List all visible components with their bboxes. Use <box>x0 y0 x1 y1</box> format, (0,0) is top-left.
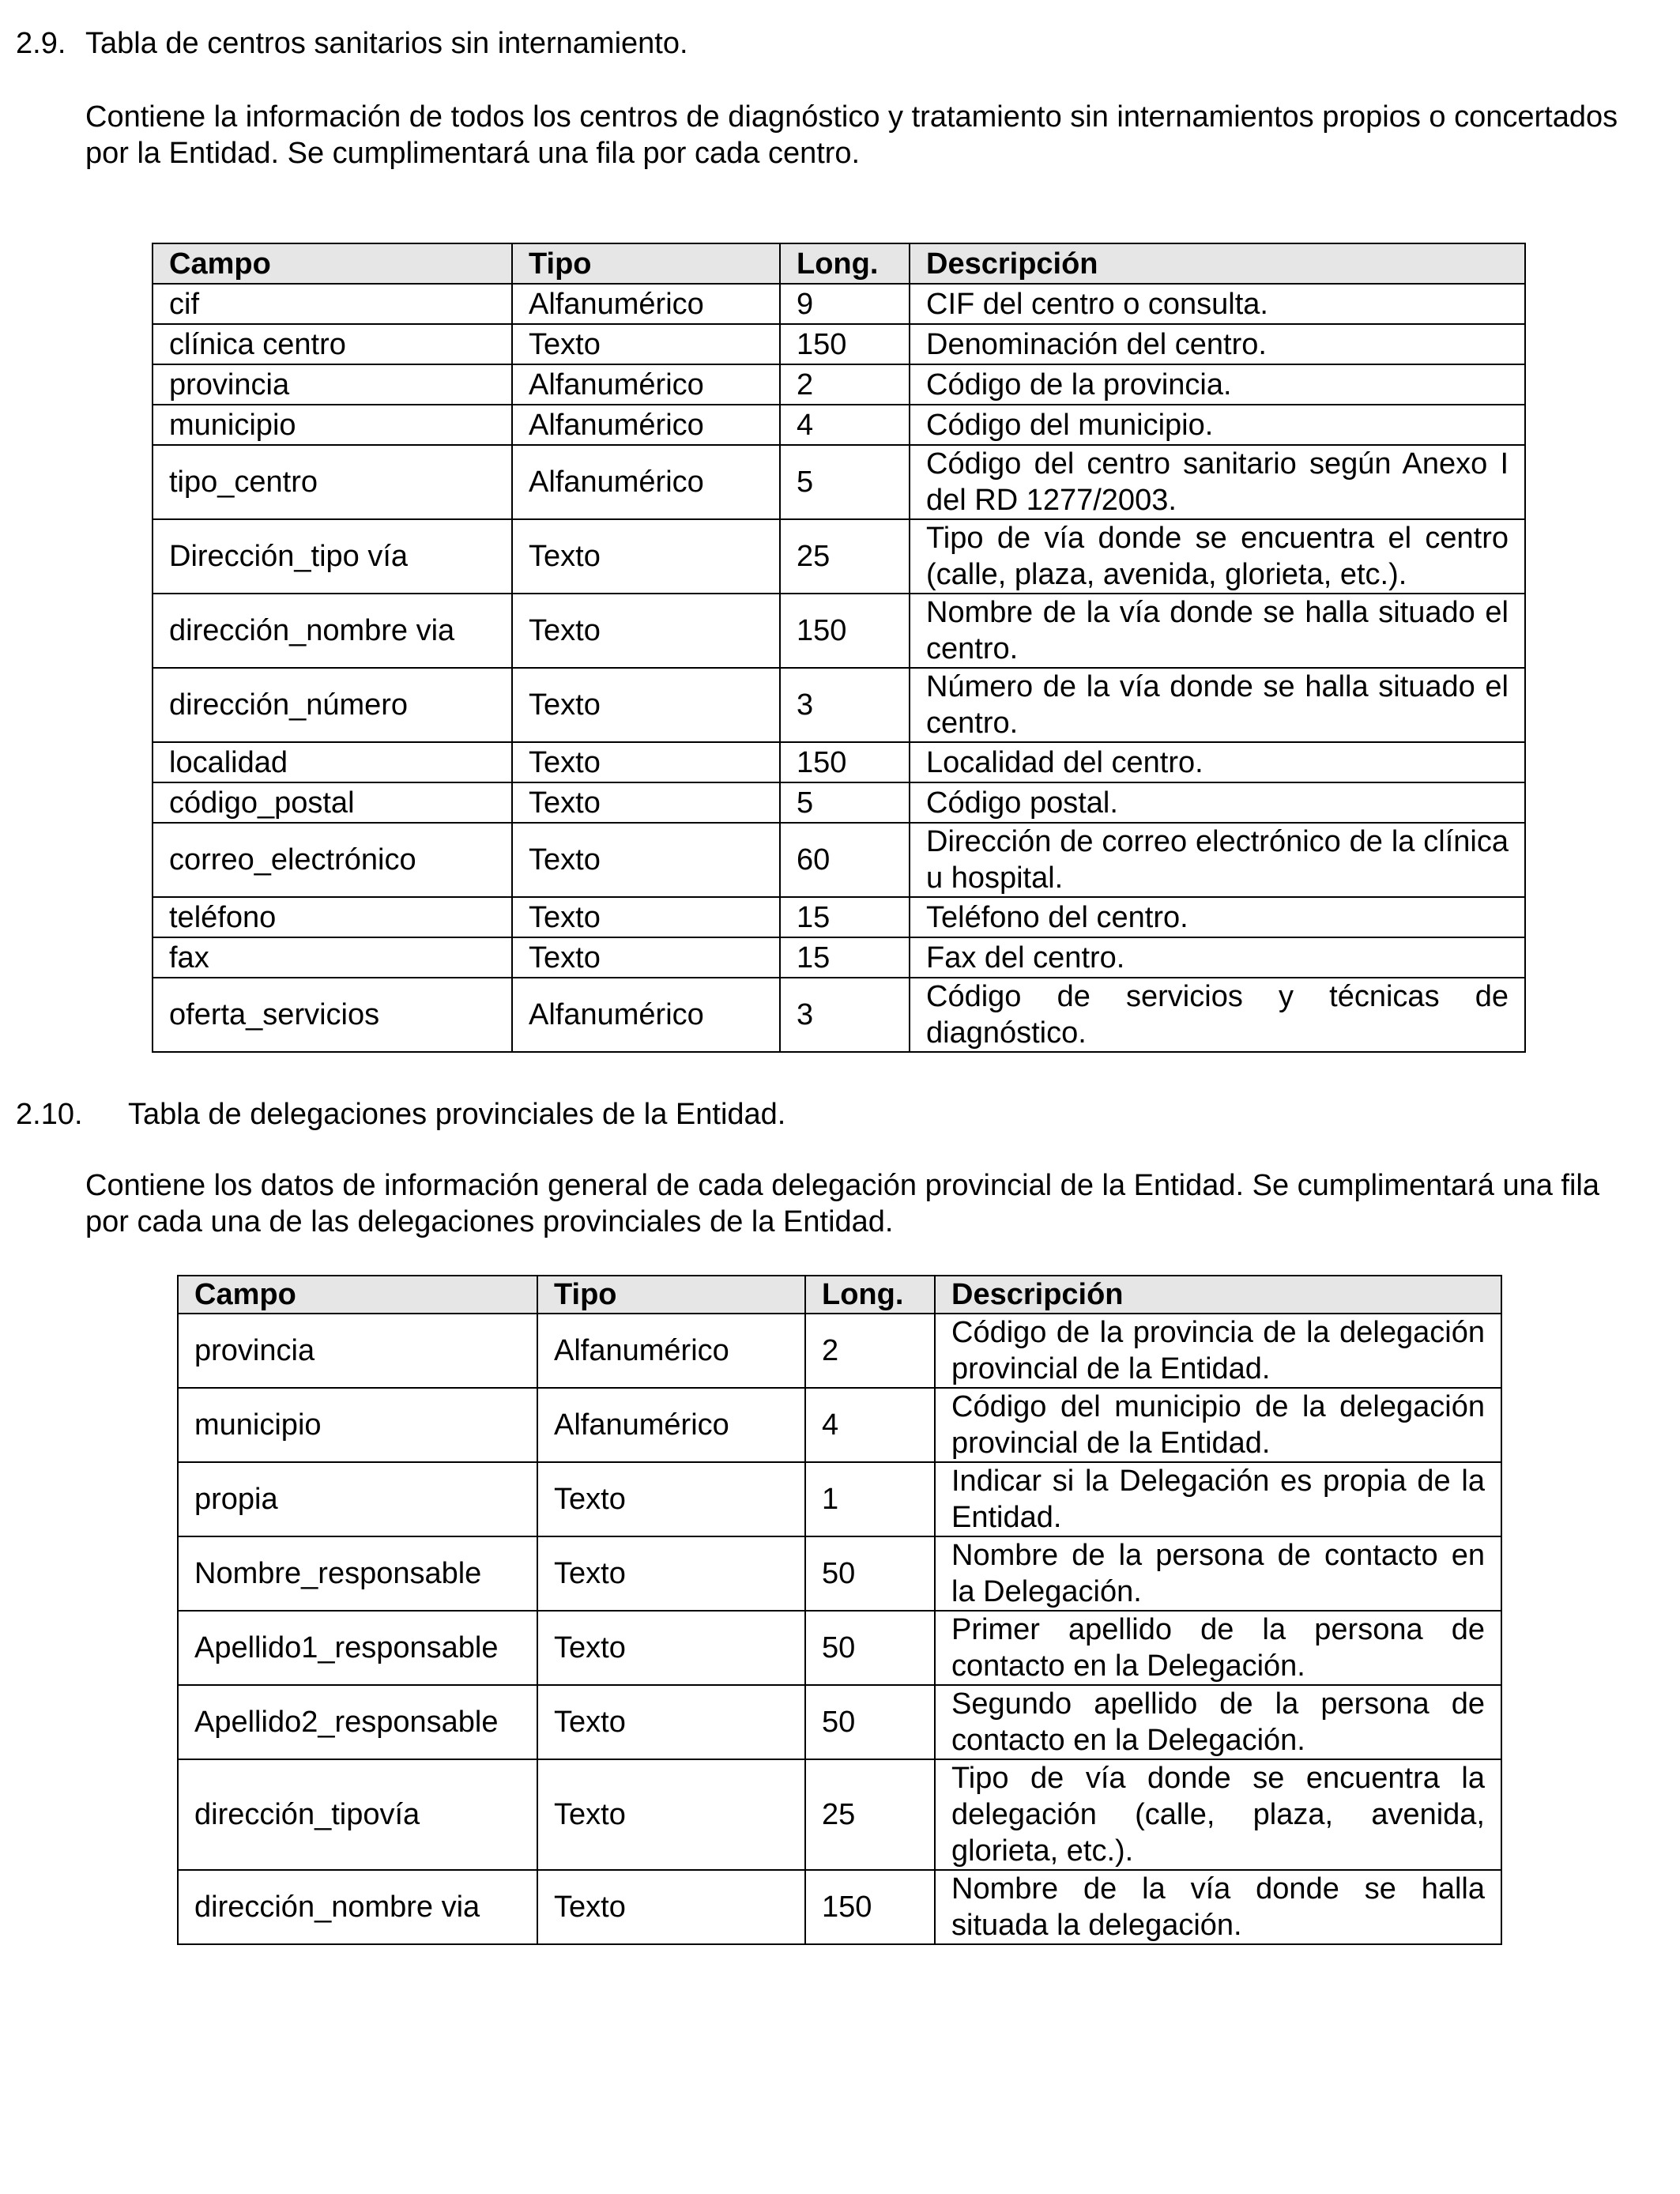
cell-long: 9 <box>780 284 910 324</box>
cell-tipo: Texto <box>512 519 780 594</box>
table-delegaciones-provinciales <box>177 1275 1502 1945</box>
table-row <box>178 1462 1501 1536</box>
cell-descripcion: Número de la vía donde se halla situado el centro. <box>910 668 1525 742</box>
header-tipo: Tipo <box>512 243 780 284</box>
cell-tipo: Texto <box>512 668 780 742</box>
cell-campo: municipio <box>178 1388 537 1462</box>
cell-campo: provincia <box>153 364 512 405</box>
section-description <box>85 1167 1662 1240</box>
cell-campo: dirección_nombre via <box>178 1870 537 1944</box>
cell-descripcion: Código del municipio. <box>910 405 1525 445</box>
cell-long: 4 <box>805 1388 935 1462</box>
table-row <box>153 445 1525 519</box>
cell-campo: dirección_tipovía <box>178 1759 537 1870</box>
table-row <box>153 405 1525 445</box>
cell-descripcion: Dirección de correo electrónico de la clínica u hospital. <box>910 823 1525 897</box>
cell-tipo: Texto <box>512 937 780 978</box>
cell-tipo: Alfanumérico <box>512 978 780 1052</box>
cell-campo: tipo_centro <box>153 445 512 519</box>
cell-long: 2 <box>805 1314 935 1388</box>
table-row <box>153 978 1525 1052</box>
cell-campo: clínica centro <box>153 324 512 364</box>
cell-descripcion: Nombre de la persona de contacto en la Delegación. <box>935 1536 1501 1611</box>
cell-long: 25 <box>780 519 910 594</box>
cell-long: 150 <box>780 324 910 364</box>
cell-descripcion: Código de la provincia. <box>910 364 1525 405</box>
table-row <box>153 519 1525 594</box>
cell-tipo: Texto <box>512 823 780 897</box>
cell-descripcion: Tipo de vía donde se encuentra la delegación (calle, plaza, avenida, glorieta, etc.). <box>935 1759 1501 1870</box>
cell-descripcion: Código postal. <box>910 782 1525 823</box>
table-row <box>153 668 1525 742</box>
cell-tipo: Texto <box>537 1870 805 1944</box>
cell-descripcion: Localidad del centro. <box>910 742 1525 782</box>
cell-tipo: Texto <box>512 897 780 937</box>
header-campo: Campo <box>153 243 512 284</box>
header-long: Long. <box>780 243 910 284</box>
cell-campo: correo_electrónico <box>153 823 512 897</box>
cell-tipo: Alfanumérico <box>512 364 780 405</box>
description-line: por la Entidad. Se cumplimentará una fila por cada centro. <box>85 137 861 170</box>
table-row <box>178 1685 1501 1759</box>
cell-long: 4 <box>780 405 910 445</box>
cell-campo: fax <box>153 937 512 978</box>
cell-long: 2 <box>780 364 910 405</box>
cell-long: 150 <box>805 1870 935 1944</box>
cell-tipo: Alfanumérico <box>512 405 780 445</box>
header-long: Long. <box>805 1276 935 1314</box>
cell-campo: oferta_servicios <box>153 978 512 1052</box>
table-row <box>153 782 1525 823</box>
table-row <box>153 937 1525 978</box>
cell-tipo: Texto <box>537 1536 805 1611</box>
cell-descripcion: CIF del centro o consulta. <box>910 284 1525 324</box>
description-line: por cada una de las delegaciones provinciales de la Entidad. <box>85 1205 894 1238</box>
table-row <box>153 364 1525 405</box>
table-row <box>178 1870 1501 1944</box>
cell-descripcion: Tipo de vía donde se encuentra el centro (calle, plaza, avenida, glorieta, etc.). <box>910 519 1525 594</box>
cell-descripcion: Nombre de la vía donde se halla situada la delegación. <box>935 1870 1501 1944</box>
table-row <box>178 1759 1501 1870</box>
cell-long: 50 <box>805 1536 935 1611</box>
cell-descripcion: Primer apellido de la persona de contacto en la Delegación. <box>935 1611 1501 1685</box>
cell-tipo: Texto <box>537 1611 805 1685</box>
cell-descripcion: Denominación del centro. <box>910 324 1525 364</box>
table-row <box>153 594 1525 668</box>
table-row <box>178 1611 1501 1685</box>
table-header-row <box>178 1276 1501 1314</box>
section-description <box>85 99 1662 172</box>
cell-campo: Nombre_responsable <box>178 1536 537 1611</box>
cell-long: 25 <box>805 1759 935 1870</box>
table-row <box>153 324 1525 364</box>
description-line: Contiene la información de todos los centros de diagnóstico y tratamiento sin internamientos propios o concertados <box>85 100 1618 134</box>
cell-descripcion: Código de la provincia de la delegación provincial de la Entidad. <box>935 1314 1501 1388</box>
section-number: 2.10. <box>16 1098 83 1131</box>
table-row <box>178 1388 1501 1462</box>
cell-campo: Dirección_tipo vía <box>153 519 512 594</box>
header-descripcion: Descripción <box>935 1276 1501 1314</box>
cell-tipo: Texto <box>512 782 780 823</box>
cell-campo: teléfono <box>153 897 512 937</box>
cell-descripcion: Segundo apellido de la persona de contacto en la Delegación. <box>935 1685 1501 1759</box>
cell-long: 5 <box>780 782 910 823</box>
table-row <box>153 823 1525 897</box>
description-line: Contiene los datos de información general de cada delegación provincial de la Entidad. Se cumplimentará una fila <box>85 1169 1599 1202</box>
cell-descripcion: Nombre de la vía donde se halla situado el centro. <box>910 594 1525 668</box>
cell-long: 150 <box>780 742 910 782</box>
table-row <box>153 742 1525 782</box>
cell-campo: dirección_número <box>153 668 512 742</box>
header-tipo: Tipo <box>537 1276 805 1314</box>
table-row <box>153 284 1525 324</box>
cell-long: 50 <box>805 1685 935 1759</box>
cell-descripcion: Indicar si la Delegación es propia de la Entidad. <box>935 1462 1501 1536</box>
cell-campo: Apellido1_responsable <box>178 1611 537 1685</box>
cell-tipo: Texto <box>512 742 780 782</box>
header-descripcion: Descripción <box>910 243 1525 284</box>
cell-long: 60 <box>780 823 910 897</box>
table-centros-sanitarios <box>152 243 1526 1053</box>
cell-campo: cif <box>153 284 512 324</box>
cell-descripcion: Código del municipio de la delegación provincial de la Entidad. <box>935 1388 1501 1462</box>
cell-long: 150 <box>780 594 910 668</box>
cell-tipo: Texto <box>512 594 780 668</box>
cell-long: 3 <box>780 668 910 742</box>
table-row <box>178 1536 1501 1611</box>
cell-tipo: Texto <box>537 1685 805 1759</box>
cell-campo: dirección_nombre via <box>153 594 512 668</box>
cell-long: 5 <box>780 445 910 519</box>
cell-campo: código_postal <box>153 782 512 823</box>
table-row <box>153 897 1525 937</box>
cell-tipo: Texto <box>537 1759 805 1870</box>
header-campo: Campo <box>178 1276 537 1314</box>
cell-campo: provincia <box>178 1314 537 1388</box>
cell-tipo: Alfanumérico <box>537 1388 805 1462</box>
section-heading-2-10 <box>16 1096 785 1133</box>
table-row <box>178 1314 1501 1388</box>
section-title: Tabla de centros sanitarios sin internamiento. <box>85 27 688 60</box>
section-number: 2.9. <box>16 27 66 60</box>
cell-long: 15 <box>780 937 910 978</box>
cell-campo: propia <box>178 1462 537 1536</box>
section-heading-2-9 <box>16 25 688 62</box>
cell-campo: Apellido2_responsable <box>178 1685 537 1759</box>
section-title: Tabla de delegaciones provinciales de la Entidad. <box>128 1098 786 1131</box>
cell-campo: municipio <box>153 405 512 445</box>
cell-tipo: Texto <box>512 324 780 364</box>
cell-long: 3 <box>780 978 910 1052</box>
cell-tipo: Alfanumérico <box>512 284 780 324</box>
table-header-row <box>153 243 1525 284</box>
cell-descripcion: Código del centro sanitario según Anexo I del RD 1277/2003. <box>910 445 1525 519</box>
cell-long: 1 <box>805 1462 935 1536</box>
cell-long: 50 <box>805 1611 935 1685</box>
cell-tipo: Texto <box>537 1462 805 1536</box>
cell-descripcion: Fax del centro. <box>910 937 1525 978</box>
cell-descripcion: Teléfono del centro. <box>910 897 1525 937</box>
cell-tipo: Alfanumérico <box>537 1314 805 1388</box>
cell-long: 15 <box>780 897 910 937</box>
cell-descripcion: Código de servicios y técnicas de diagnóstico. <box>910 978 1525 1052</box>
cell-tipo: Alfanumérico <box>512 445 780 519</box>
cell-campo: localidad <box>153 742 512 782</box>
